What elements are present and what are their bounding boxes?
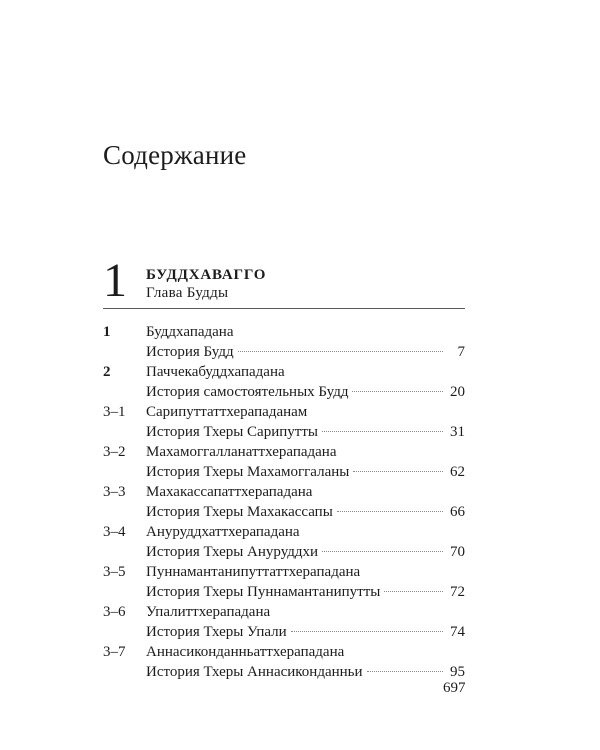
toc-entry-number: 3–6 <box>103 604 126 620</box>
toc-entry-page: 20 <box>450 384 465 400</box>
page-title: Содержание <box>103 140 247 170</box>
toc-entry-pali-title: Ануруддхаттхерападана <box>146 524 300 540</box>
toc-entry-russian-title: История Тхеры Ануруддхи <box>146 544 319 560</box>
chapter-number: 1 <box>103 254 127 307</box>
toc-entry-pali-title: Пуннамантанипуттаттхерападана <box>146 564 361 580</box>
toc-entry-pali-title: Паччекабуддхападана <box>146 364 285 380</box>
table-of-contents <box>103 322 465 682</box>
toc-entry-number: 2 <box>103 364 111 380</box>
toc-entry[interactable] <box>103 642 465 682</box>
toc-entry-page: 74 <box>450 624 465 640</box>
toc-entry-number: 1 <box>103 324 111 340</box>
toc-entry-page: 7 <box>457 344 465 360</box>
toc-entry-number: 3–5 <box>103 564 126 580</box>
toc-entry-pali-title: Аннасиконданньаттхерападана <box>146 644 345 660</box>
dot-leader <box>367 671 443 672</box>
toc-entry[interactable] <box>103 562 465 602</box>
page-number: 697 <box>443 680 466 696</box>
toc-entry-page: 31 <box>450 424 465 440</box>
toc-entry-pali-title: Сарипуттаттхерападанам <box>146 404 308 420</box>
chapter-title: БУДДХАВАГГО <box>146 267 267 283</box>
toc-entry-number: 3–3 <box>103 484 126 500</box>
toc-entry[interactable] <box>103 442 465 482</box>
toc-entry-number: 3–7 <box>103 644 126 660</box>
toc-entry-russian-title: История Тхеры Пуннамантанипутты <box>146 584 381 600</box>
dot-leader <box>337 511 443 512</box>
toc-entry[interactable] <box>103 522 465 562</box>
chapter-divider <box>103 308 465 309</box>
toc-entry-page: 66 <box>450 504 465 520</box>
dot-leader <box>238 351 443 352</box>
toc-entry-number: 3–2 <box>103 444 126 460</box>
toc-entry-russian-title: История самостоятельных Будд <box>146 384 349 400</box>
toc-entry-russian-title: История Тхеры Аннасиконданньи <box>146 664 363 680</box>
toc-entry[interactable] <box>103 322 465 362</box>
toc-entry-pali-title: Упалиттхерападана <box>146 604 271 620</box>
toc-entry-number: 3–1 <box>103 404 126 420</box>
dot-leader <box>291 631 443 632</box>
toc-entry-number: 3–4 <box>103 524 126 540</box>
dot-leader <box>352 391 443 392</box>
toc-entry-page: 95 <box>450 664 465 680</box>
toc-entry[interactable] <box>103 402 465 442</box>
dot-leader <box>322 551 443 552</box>
dot-leader <box>322 431 443 432</box>
chapter-heading <box>103 254 465 307</box>
toc-entry-russian-title: История Тхеры Махамоггаланы <box>146 464 350 480</box>
toc-entry-russian-title: История Тхеры Упали <box>146 624 287 640</box>
toc-entry-pali-title: Махакассапаттхерападана <box>146 484 313 500</box>
toc-entry-page: 72 <box>450 584 465 600</box>
toc-entry-page: 62 <box>450 464 465 480</box>
toc-entry-pali-title: Буддхападана <box>146 324 234 340</box>
toc-entry-page: 70 <box>450 544 465 560</box>
toc-entry[interactable] <box>103 362 465 402</box>
dot-leader <box>384 591 443 592</box>
toc-entry[interactable] <box>103 602 465 642</box>
toc-entry[interactable] <box>103 482 465 522</box>
toc-entry-russian-title: История Тхеры Махакассапы <box>146 504 333 520</box>
toc-entry-russian-title: История Будд <box>146 344 234 360</box>
chapter-subtitle: Глава Будды <box>146 285 229 301</box>
dot-leader <box>353 471 443 472</box>
toc-entry-pali-title: Махамоггалланаттхерападана <box>146 444 337 460</box>
toc-entry-russian-title: История Тхеры Сарипутты <box>146 424 318 440</box>
